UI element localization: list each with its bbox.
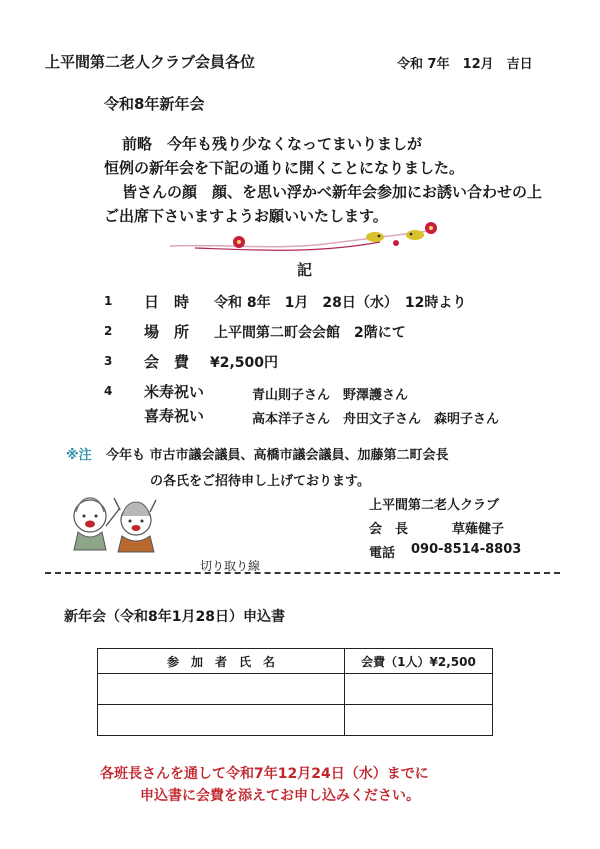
page-title: 令和8年新年会 xyxy=(104,95,205,113)
table-header-row xyxy=(98,649,493,674)
item-2-label: 場 所 xyxy=(144,323,190,341)
item-2-value: 上平間第二町会会館 2階にて xyxy=(214,325,406,341)
intro-line-4: ご出席下さいますようお願いいたします。 xyxy=(104,207,388,225)
signature-role: 会 長 xyxy=(369,522,409,537)
intro-line-3: 皆さんの顔 顔、を思い浮かべ新年会参加にお誘い合わせの上 xyxy=(122,183,543,201)
phone-number: 090-8514-8803 xyxy=(411,542,522,557)
name-cell[interactable] xyxy=(98,705,345,736)
ki-heading: 記 xyxy=(297,261,313,279)
item-1-label: 日 時 xyxy=(144,293,190,311)
note-mark: ※注 xyxy=(66,448,92,463)
item-4-value-1: 青山則子さん 野澤護さん xyxy=(252,388,409,403)
signature-org: 上平間第二老人クラブ xyxy=(369,498,500,513)
item-4-label-2: 喜寿祝い xyxy=(144,407,205,425)
footer-line-2: 申込書に会費を添えてお申し込みください。 xyxy=(140,788,420,804)
note-line-2: の各氏をご招待申し上げております。 xyxy=(150,474,370,489)
item-4-number: 4 xyxy=(104,384,113,398)
fee-cell[interactable] xyxy=(345,705,493,736)
cut-line xyxy=(45,572,560,574)
table-row xyxy=(98,705,493,736)
addressee: 上平間第二老人クラブ会員各位 xyxy=(45,53,256,71)
item-1-number: 1 xyxy=(104,294,113,308)
table-row xyxy=(98,674,493,705)
issue-date: 令和 7年 12月 吉日 xyxy=(397,57,533,72)
application-table xyxy=(97,648,493,736)
item-4-label-1: 米寿祝い xyxy=(144,383,205,401)
intro-line-1: 前略 今年も残り少なくなってまいりましが xyxy=(122,135,423,153)
name-cell[interactable] xyxy=(98,674,345,705)
fee-cell[interactable] xyxy=(345,674,493,705)
column-fee: 会費（1人）¥2,500 xyxy=(345,649,493,674)
cut-line-label: 切り取り線 xyxy=(200,559,261,573)
item-3-value: ¥2,500円 xyxy=(210,355,279,371)
item-2-number: 2 xyxy=(104,324,113,338)
item-1-value: 令和 8年 1月 28日（水） 12時より xyxy=(214,295,467,311)
signature-name: 草薙健子 xyxy=(452,522,505,537)
intro-line-2: 恒例の新年会を下記の通りに開くことになりました。 xyxy=(104,159,465,177)
note-line-1: 今年も 市古市議会議員、高橋市議会議員、加藤第二町会長 xyxy=(106,448,449,463)
item-4-value-2: 高本洋子さん 舟田文子さん 森明子さん xyxy=(252,412,500,427)
plum-blossom-decoration xyxy=(165,220,440,260)
form-title: 新年会（令和8年1月28日）申込書 xyxy=(64,609,285,625)
item-3-number: 3 xyxy=(104,354,113,368)
phone-label: 電話 xyxy=(369,546,396,561)
item-3-label: 会 費 xyxy=(144,353,190,371)
footer-line-1: 各班長さんを通して令和7年12月24日（水）までに xyxy=(100,766,429,782)
elderly-couple-illustration xyxy=(64,488,164,556)
column-participant-name: 参 加 者 氏 名 xyxy=(98,649,345,674)
